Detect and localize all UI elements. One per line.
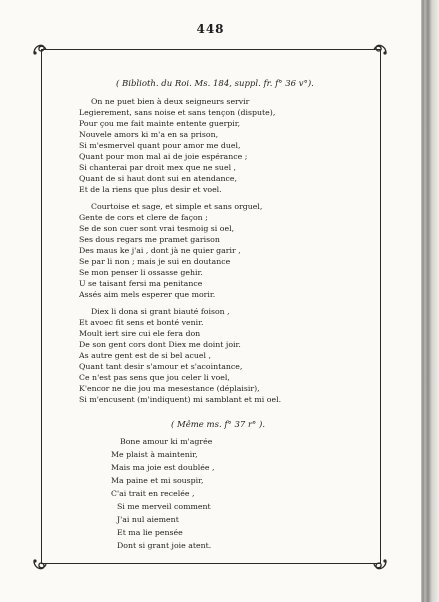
verse-line: Si m'encusent (m'indiquent) mi samblant et mi oel.: [79, 395, 282, 404]
verse-line: Moult iert sire cui ele fera don: [79, 329, 201, 338]
verse-line: Legierement, sans noise et sans tençon (dispute),: [79, 108, 276, 117]
verse-line: Si me merveil comment: [117, 502, 211, 511]
verse-line: Diex li dona si grant biauté foison ,: [91, 307, 230, 316]
verse-line: Et de la riens que plus desir et voel.: [79, 185, 222, 194]
verse-line: Des maus ke j'ai , dont jà ne quier garir ,: [79, 246, 241, 255]
page-number: 448: [196, 22, 225, 36]
source-citation: ( Biblioth. du Roi. Ms. 184, suppl. fr. f° 36 v°).: [116, 79, 314, 89]
verse-line: Bone amour ki m'agrée: [120, 437, 213, 446]
verse-line: U se taisant fersi ma penitance: [79, 279, 203, 288]
verse-line: Me plaist à maintenir,: [111, 450, 198, 459]
verse-line: Si chanterai par droit mex que ne suel ,: [79, 163, 237, 172]
source-citation: ( Même ms. f° 37 r° ).: [171, 420, 266, 430]
verse-line: Ses dous regars me pramet garison: [79, 235, 220, 244]
verse-line: Se par li non ; mais je sui en doutance: [79, 257, 231, 266]
verse-line: Assés aim mels esperer que morir.: [79, 290, 216, 299]
verse-line: De son gent cors dont Diex me doint joir.: [79, 340, 241, 349]
verse-line: Mais ma joie est doublée ,: [111, 463, 215, 472]
verse-line: Quant tant desir s'amour et s'acointance,: [79, 362, 243, 371]
verse-line: Nouvele amors ki m'a en sa prison,: [79, 130, 219, 139]
corner-ornament-icon: [31, 40, 49, 58]
verse-line: Et ma lie pensée: [117, 528, 183, 537]
verse-line: Gente de cors et clere de façon ;: [79, 213, 208, 222]
verse-line: Ce n'est pas sens que jou celer li voel,: [79, 373, 230, 382]
corner-ornament-icon: [371, 40, 389, 58]
verse-line: J'ai nul aiement: [117, 515, 179, 524]
verse-line: On ne puet bien à deux seigneurs servir: [91, 97, 250, 106]
verse-line: Dont si grant joie atent.: [117, 541, 212, 550]
verse-line: Se de son cuer sont vrai tesmoig si oel,: [79, 224, 235, 233]
corner-ornament-icon: [31, 556, 49, 574]
verse-line: Si m'esmervel quant pour amor me duel,: [79, 141, 241, 150]
verse-line: K'encor ne die jou ma mesestance (déplaisir),: [79, 384, 260, 393]
verse-line: Quant de si haut dont sui en atendance,: [79, 174, 238, 183]
verse-line: Quant pour mon mal ai de joie espérance ;: [79, 152, 248, 161]
verse-line: C'ai trait en recelée ,: [111, 489, 195, 498]
page-edge: [421, 0, 439, 602]
verse-line: Et avoec fit sens et bonté venir.: [79, 318, 204, 327]
verse-line: As autre gent est de si bel acuel ,: [79, 351, 211, 360]
corner-ornament-icon: [371, 556, 389, 574]
verse-line: Se mon penser li ossasse gehir.: [79, 268, 203, 277]
verse-line: Courtoise et sage, et simple et sans orguel,: [91, 202, 263, 211]
verse-line: Ma paine et mi souspir,: [111, 476, 204, 485]
verse-line: Pour çou me fait mainte entente guerpir,: [79, 119, 241, 128]
